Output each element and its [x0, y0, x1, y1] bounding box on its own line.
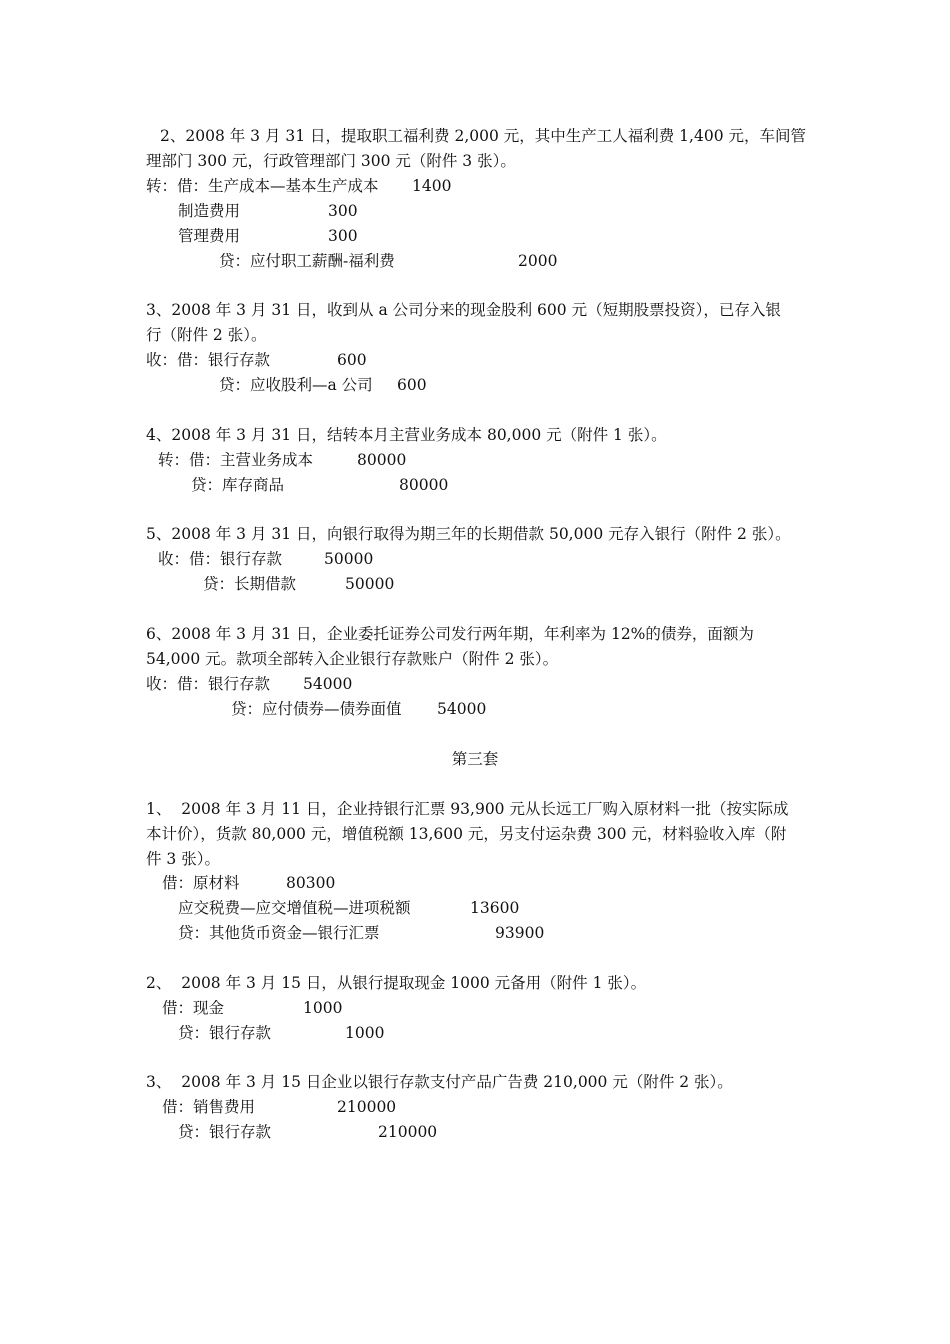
journal-credit-line: 贷：长期借款: [203, 575, 297, 593]
question-6-line-2: 54,000 元。款项全部转入企业银行存款账户（附件 2 张）。: [146, 650, 559, 668]
journal-credit-line: 贷：应付职工薪酬-福利费: [219, 252, 395, 270]
journal-debit-line: 借：原材料: [162, 874, 240, 892]
question-3-line-1: 3、2008 年 3 月 31 日，收到从 a 公司分来的现金股利 600 元（短期股票投资），已存入银: [146, 301, 781, 319]
amount: 1400: [412, 177, 452, 195]
question-5-line-1: 5、2008 年 3 月 31 日，向银行取得为期三年的长期借款 50,000 元存入银行（附件 2 张）。: [146, 525, 791, 543]
journal-debit-line: 应交税费—应交增值税—进项税额: [178, 899, 411, 917]
amount: 80000: [399, 476, 449, 494]
journal-debit-line: 转：借：主营业务成本: [158, 451, 314, 469]
section-title: 第三套: [451, 750, 499, 768]
journal-credit-line: 贷：应收股利—a 公司: [219, 376, 373, 394]
journal-debit-line: 借：销售费用: [162, 1098, 256, 1116]
question-3-line-2: 行（附件 2 张）。: [146, 326, 267, 344]
amount: 54000: [303, 675, 353, 693]
journal-debit-line: 收：借：银行存款: [146, 675, 271, 693]
question-2-line-2: 理部门 300 元，行政管理部门 300 元（附件 3 张）。: [146, 152, 516, 170]
set3-question-3-line-1: 3、 2008 年 3 月 15 日企业以银行存款支付产品广告费 210,000 元（附件 2 张）。: [146, 1073, 733, 1091]
amount: 210000: [337, 1098, 397, 1116]
amount: 50000: [324, 550, 374, 568]
amount: 1000: [303, 999, 343, 1017]
journal-debit-line: 收：借：银行存款: [158, 550, 283, 568]
question-6-line-1: 6、2008 年 3 月 31 日，企业委托证券公司发行两年期，年利率为 12%的债券，面额为: [146, 625, 754, 643]
journal-credit-line: 贷：库存商品: [191, 476, 285, 494]
amount: 80300: [286, 874, 336, 892]
question-4-line-1: 4、2008 年 3 月 31 日，结转本月主营业务成本 80,000 元（附件 1 张）。: [146, 426, 667, 444]
set3-question-1-line-2: 本计价），货款 80,000 元，增值税额 13,600 元，另支付运杂费 300 元，材料验收入库（附: [146, 825, 787, 843]
journal-credit-line: 贷：银行存款: [178, 1024, 272, 1042]
set3-question-1-line-1: 1、 2008 年 3 月 11 日，企业持银行汇票 93,900 元从长远工厂购入原材料一批（按实际成: [146, 800, 789, 818]
amount: 93900: [495, 924, 545, 942]
amount: 1000: [345, 1024, 385, 1042]
amount: 600: [397, 376, 427, 394]
journal-credit-line: 贷：其他货币资金—银行汇票: [178, 924, 380, 942]
amount: 2000: [518, 252, 558, 270]
journal-debit-line: 管理费用: [178, 227, 241, 245]
amount: 210000: [378, 1123, 438, 1141]
amount: 300: [328, 202, 358, 220]
amount: 80000: [357, 451, 407, 469]
amount: 54000: [437, 700, 487, 718]
journal-debit-line: 制造费用: [178, 202, 241, 220]
amount: 13600: [470, 899, 520, 917]
journal-credit-line: 贷：银行存款: [178, 1123, 272, 1141]
question-2-line-1: 2、2008 年 3 月 31 日，提取职工福利费 2,000 元，其中生产工人福利费 1,400 元，车间管: [160, 127, 806, 145]
journal-debit-line: 转：借：生产成本—基本生产成本: [146, 177, 379, 195]
amount: 50000: [345, 575, 395, 593]
journal-credit-line: 贷：应付债券—债券面值: [231, 700, 402, 718]
set3-question-2-line-1: 2、 2008 年 3 月 15 日，从银行提取现金 1000 元备用（附件 1 张）。: [146, 974, 647, 992]
set3-question-1-line-3: 件 3 张）。: [146, 850, 220, 868]
amount: 300: [328, 227, 358, 245]
amount: 600: [337, 351, 367, 369]
journal-debit-line: 收：借：银行存款: [146, 351, 271, 369]
journal-debit-line: 借：现金: [162, 999, 225, 1017]
